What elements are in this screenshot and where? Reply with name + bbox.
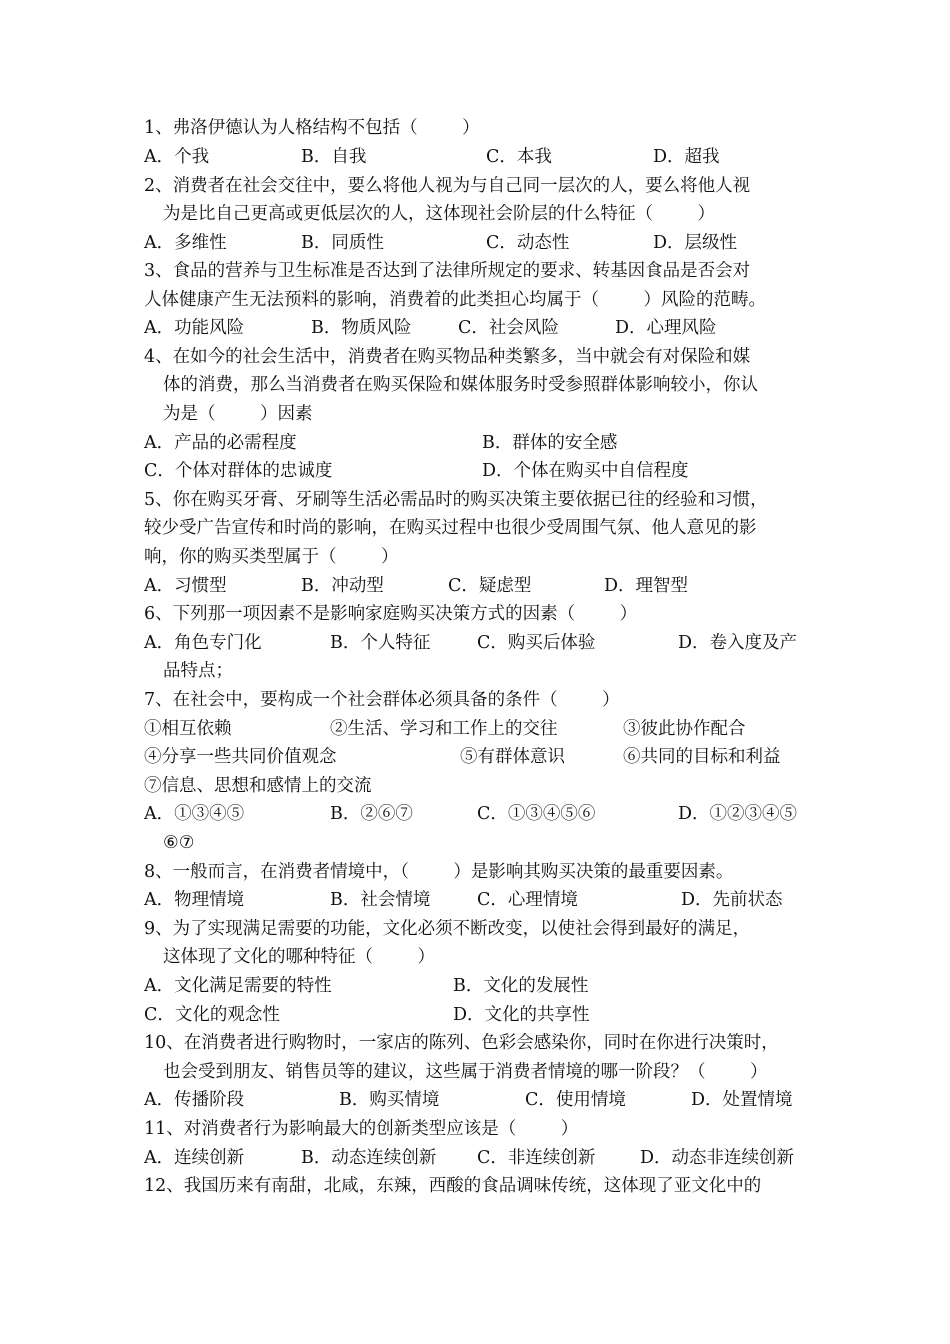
question-4-text-line3: 为是（ ）因素: [163, 404, 313, 424]
q4-option-d: D．个体在购买中自信程度: [482, 461, 689, 481]
question-2-text-line1: 2、消费者在社会交往中，要么将他人视为与自己同一层次的人，要么将他人视: [144, 176, 751, 196]
q1-option-a: A．个我: [144, 147, 210, 167]
q7-condition-1: ①相互依赖: [144, 719, 232, 739]
q9-option-d: D．文化的共享性: [453, 1005, 590, 1025]
q2-option-d: D．层级性: [653, 233, 738, 253]
q6-option-c: C．购买后体验: [477, 633, 596, 653]
q7-option-c: C．①③④⑤⑥: [477, 804, 596, 824]
question-6-text: 6、下列那一项因素不是影响家庭购买决策方式的因素（ ）: [144, 604, 638, 624]
q8-option-d: D．先前状态: [681, 890, 783, 910]
q6-option-a: A．角色专门化: [144, 633, 262, 653]
question-9-text-line2: 这体现了文化的哪种特征（ ）: [163, 947, 436, 967]
q11-option-a: A．连续创新: [144, 1148, 245, 1168]
q6-option-d: D．卷入度及产: [678, 633, 798, 653]
q7-condition-5: ⑤有群体意识: [460, 747, 565, 767]
question-3-text-line2: 人体健康产生无法预料的影响，消费着的此类担心均属于（ ）风险的范畴。: [144, 290, 766, 310]
q7-option-a: A．①③④⑤: [144, 804, 245, 824]
q7-option-d-continued: ⑥⑦: [163, 833, 195, 853]
q7-condition-6: ⑥共同的目标和利益: [623, 747, 781, 767]
q7-condition-3: ③彼此协作配合: [623, 719, 746, 739]
q3-option-c: C．社会风险: [458, 318, 559, 338]
question-8-text: 8、一般而言，在消费者情境中，（ ）是影响其购买决策的最重要因素。: [144, 862, 734, 882]
q8-option-b: B．社会情境: [330, 890, 431, 910]
q7-option-b: B．②⑥⑦: [330, 804, 413, 824]
q10-option-c: C．使用情境: [525, 1090, 626, 1110]
q2-option-c: C．动态性: [486, 233, 570, 253]
q3-option-b: B．物质风险: [311, 318, 412, 338]
q7-condition-4: ④分享一些共同价值观念: [144, 747, 337, 767]
q11-option-d: D．动态非连续创新: [640, 1148, 795, 1168]
q9-option-c: C．文化的观念性: [144, 1005, 280, 1025]
q5-option-d: D．理智型: [604, 576, 689, 596]
q8-option-a: A．物理情境: [144, 890, 245, 910]
question-5-text-line2: 较少受广告宣传和时尚的影响，在购买过程中也很少受周围气氛、他人意见的影: [144, 518, 757, 538]
question-3-text-line1: 3、食品的营养与卫生标准是否达到了法律所规定的要求、转基因食品是否会对: [144, 261, 751, 281]
q5-option-a: A．习惯型: [144, 576, 227, 596]
q3-option-d: D．心理风险: [615, 318, 717, 338]
q4-option-b: B．群体的安全感: [482, 433, 618, 453]
q9-option-b: B．文化的发展性: [453, 976, 589, 996]
q4-option-c: C．个体对群体的忠诚度: [144, 461, 333, 481]
question-12-text: 12、我国历来有南甜，北咸，东辣，西酸的食品调味传统，这体现了亚文化中的: [144, 1176, 762, 1196]
question-1-text: 1、弗洛伊德认为人格结构不包括（ ）: [144, 118, 480, 138]
q10-option-b: B．购买情境: [339, 1090, 440, 1110]
question-5-text-line1: 5、你在购买牙膏、牙刷等生活必需品时的购买决策主要依据已往的经验和习惯，: [144, 490, 768, 510]
question-10-text-line1: 10、在消费者进行购物时，一家店的陈列、色彩会感染你，同时在你进行决策时，: [144, 1033, 779, 1053]
q3-option-a: A．功能风险: [144, 318, 245, 338]
question-2-text-line2: 为是比自己更高或更低层次的人，这体现社会阶层的什么特征（ ）: [163, 204, 715, 224]
question-10-text-line2: 也会受到朋友、销售员等的建议，这些属于消费者情境的哪一阶段？（ ）: [163, 1062, 768, 1082]
question-9-text-line1: 9、为了实现满足需要的功能，文化必须不断改变，以使社会得到最好的满足，: [144, 919, 751, 939]
q6-option-b: B．个人特征: [330, 633, 431, 653]
question-4-text-line1: 4、在如今的社会生活中，消费者在购买物品种类繁多，当中就会有对保险和媒: [144, 347, 751, 367]
q7-condition-2: ②生活、学习和工作上的交往: [330, 719, 558, 739]
q10-option-d: D．处置情境: [691, 1090, 793, 1110]
question-4-text-line2: 体的消费，那么当消费者在购买保险和媒体服务时受参照群体影响较小，你认: [163, 375, 758, 395]
q10-option-a: A．传播阶段: [144, 1090, 245, 1110]
q8-option-c: C．心理情境: [477, 890, 578, 910]
q1-option-b: B．自我: [301, 147, 367, 167]
q5-option-b: B．冲动型: [301, 576, 384, 596]
question-7-text: 7、在社会中，要构成一个社会群体必须具备的条件（ ）: [144, 690, 620, 710]
q11-option-b: B．动态连续创新: [301, 1148, 437, 1168]
q1-option-c: C．本我: [486, 147, 552, 167]
q2-option-b: B．同质性: [301, 233, 384, 253]
question-5-text-line3: 响，你的购买类型属于（ ）: [144, 547, 399, 567]
q11-option-c: C．非连续创新: [477, 1148, 596, 1168]
q6-option-d-continued: 品特点；: [163, 661, 233, 681]
q5-option-c: C．疑虑型: [448, 576, 532, 596]
q7-option-d: D．①②③④⑤: [678, 804, 798, 824]
q1-option-d: D．超我: [653, 147, 720, 167]
q9-option-a: A．文化满足需要的特性: [144, 976, 332, 996]
q2-option-a: A．多维性: [144, 233, 227, 253]
q7-condition-7: ⑦信息、思想和感情上的交流: [144, 776, 372, 796]
q4-option-a: A．产品的必需程度: [144, 433, 297, 453]
question-11-text: 11、对消费者行为影响最大的创新类型应该是（ ）: [144, 1119, 579, 1139]
